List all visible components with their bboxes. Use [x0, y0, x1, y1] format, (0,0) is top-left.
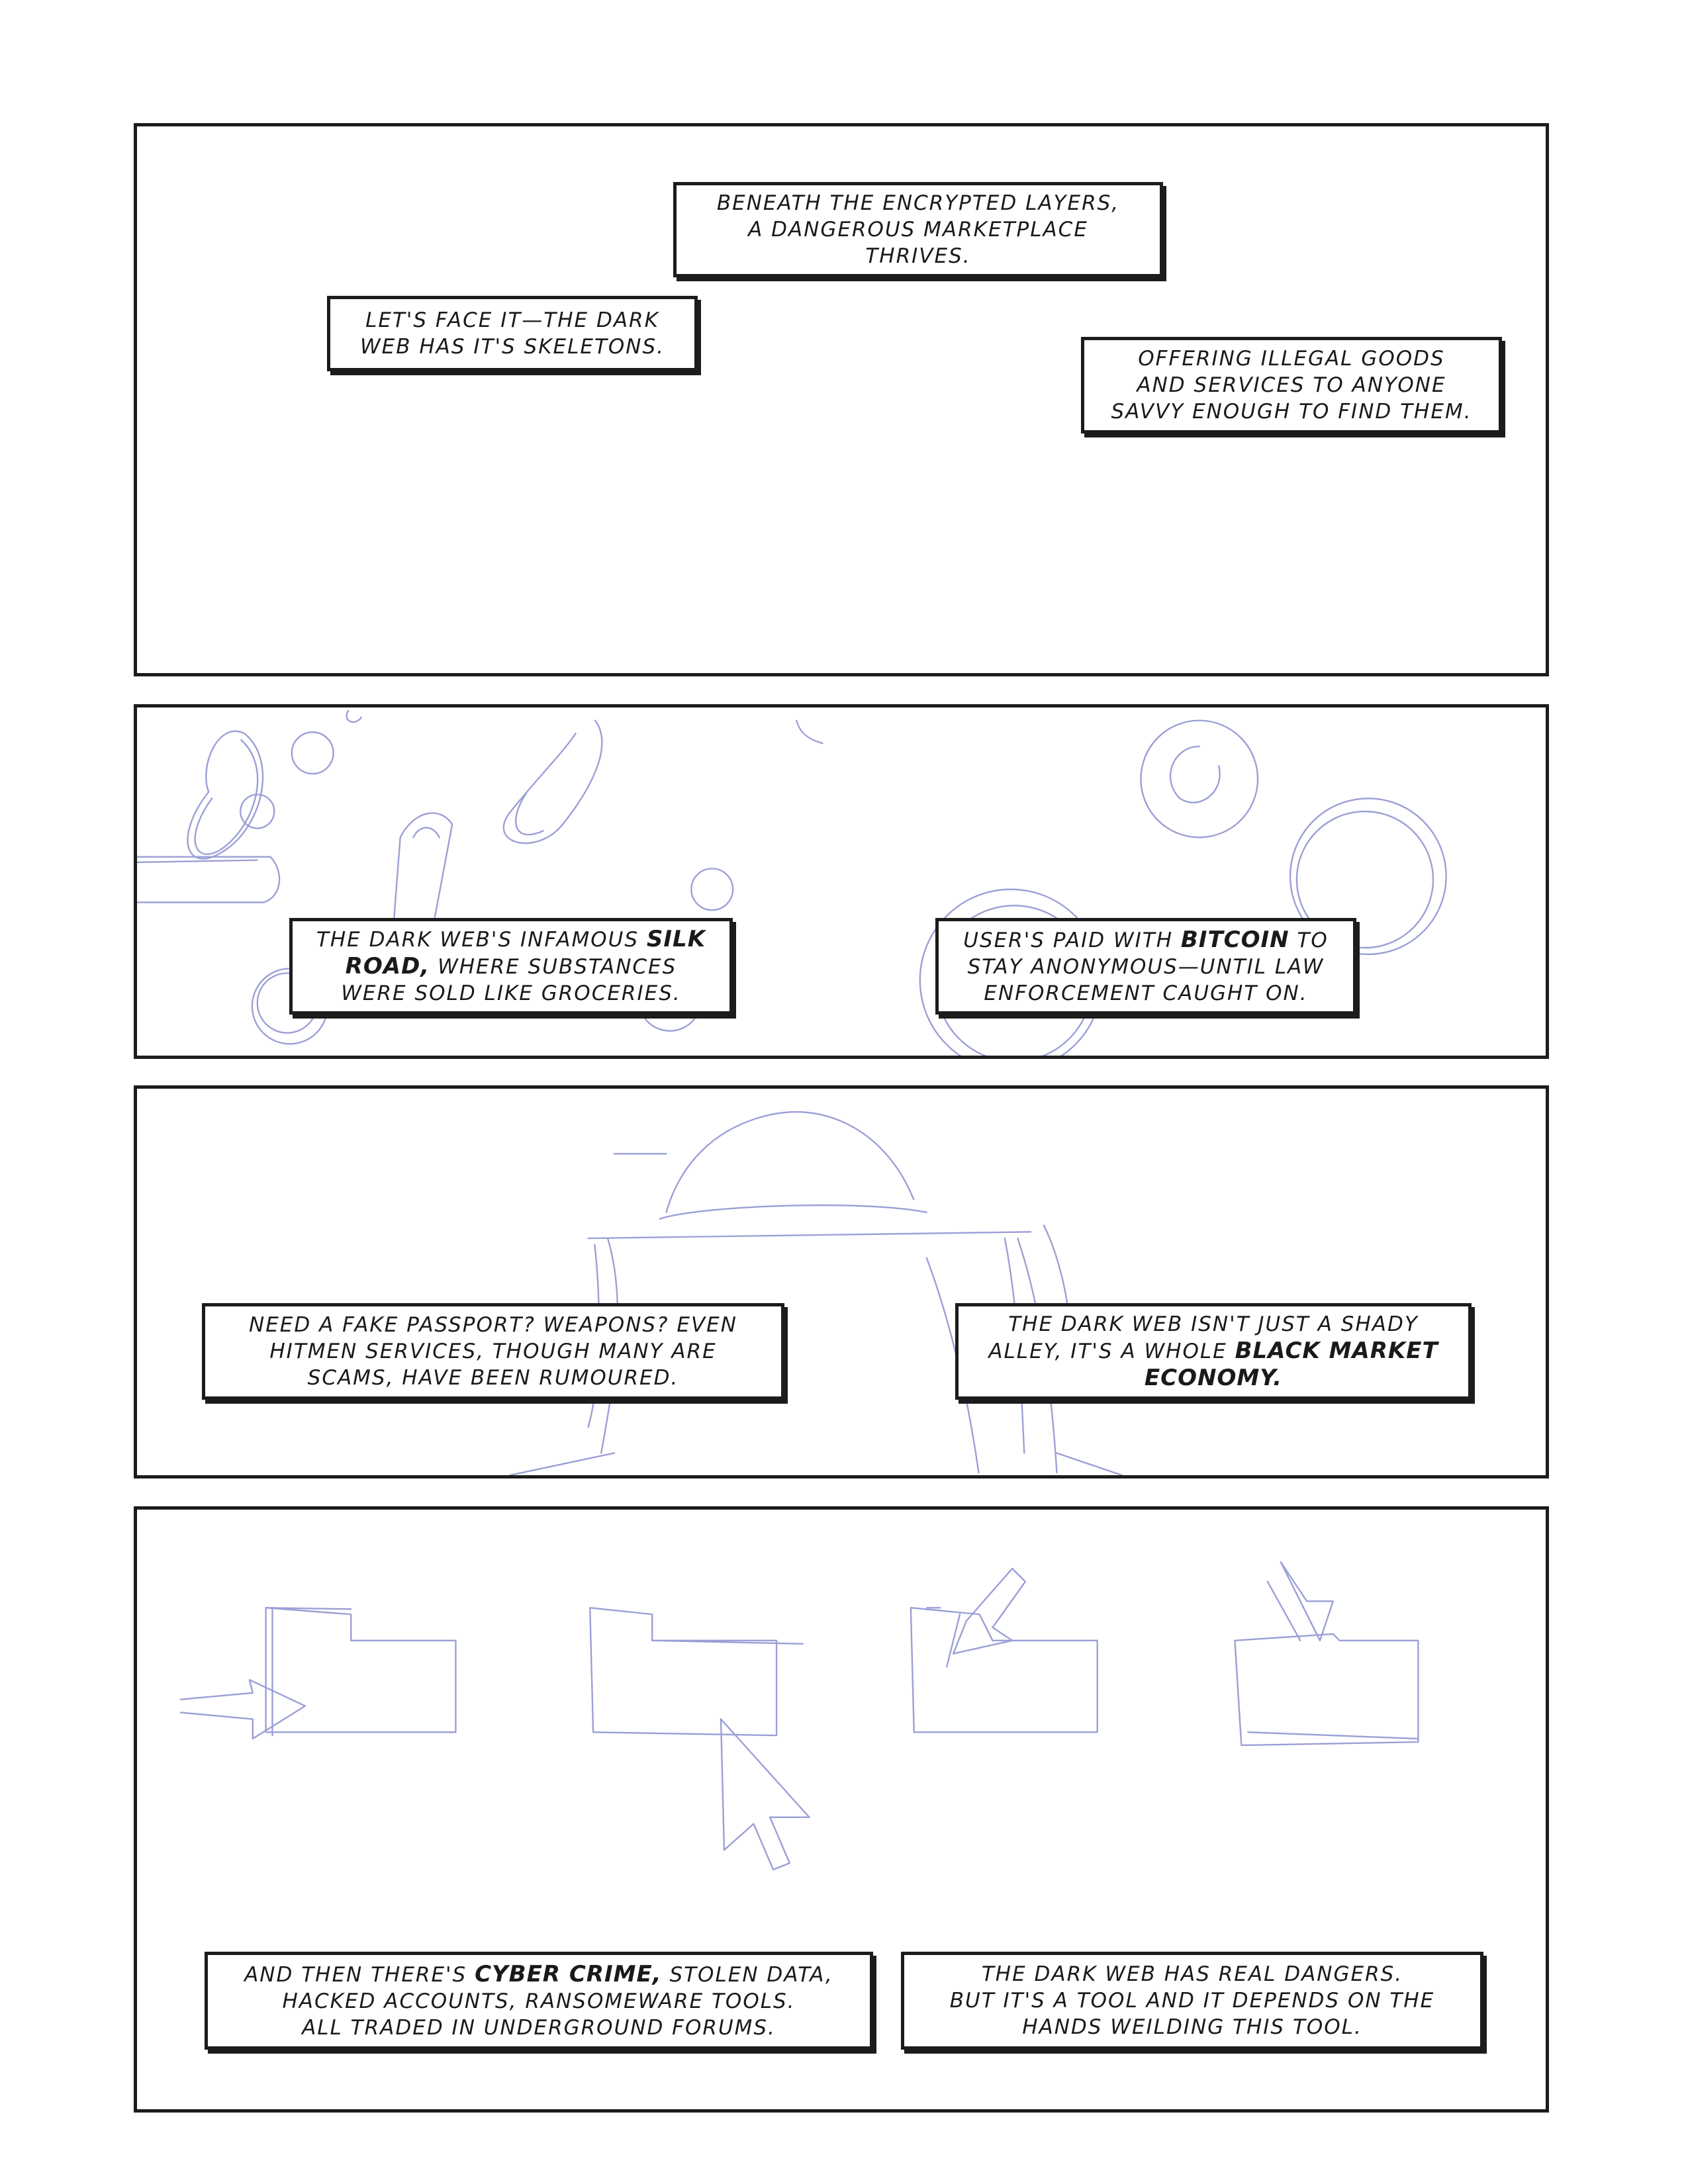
caption-box: [935, 918, 1356, 1015]
caption-box: [673, 182, 1163, 277]
caption-text-part: THE DARK WEB HAS REAL DANGERS. BUT IT'S A TOOL AND IT DEPENDS ON THE HANDS WEILDING THIS TOOL.: [949, 1962, 1435, 2039]
caption-text-part: THE DARK WEB'S INFAMOUS: [316, 928, 647, 952]
caption-text: [244, 1961, 833, 2041]
caption-box: [955, 1303, 1472, 1400]
caption-text: [717, 190, 1119, 269]
panel-3: [134, 1085, 1549, 1479]
caption-text: [988, 1311, 1438, 1392]
caption-box: [202, 1303, 784, 1400]
caption-text: [950, 1961, 1434, 2040]
panel-2: [134, 704, 1549, 1059]
caption-text-part: WHERE SUBSTANCES WERE SOLD LIKE GROCERIES.: [341, 955, 681, 1005]
caption-text-part: THE DARK WEB ISN'T JUST A SHADY ALLEY, IT'S A WHOLE: [988, 1312, 1419, 1363]
caption-text-part: USER'S PAID WITH: [963, 928, 1181, 952]
caption-text: [963, 927, 1329, 1007]
panel-1: [134, 123, 1549, 676]
emphasis-text: BLACK MARKET ECONOMY.: [1144, 1338, 1438, 1391]
caption-box: [1081, 337, 1502, 433]
caption-text-part: NEED A FAKE PASSPORT? WEAPONS? EVEN HITMEN SERVICES, THOUGH MANY ARE SCAMS, HAVE BEEN RUMOURED.: [249, 1313, 737, 1390]
caption-text-part: TO STAY ANONYMOUS—UNTIL LAW ENFORCEMENT CAUGHT ON.: [967, 928, 1329, 1005]
emphasis-text: SILK ROAD,: [345, 926, 706, 979]
caption-text-part: OFFERING ILLEGAL GOODS AND SERVICES TO ANYONE SAVVY ENOUGH TO FIND THEM.: [1111, 347, 1472, 424]
caption-text-part: STOLEN DATA, HACKED ACCOUNTS, RANSOMEWARE TOOLS. ALL TRADED IN UNDERGROUND FORUMS.: [282, 1962, 833, 2040]
caption-text: [249, 1312, 737, 1391]
caption-box: [901, 1952, 1483, 2050]
caption-text-part: AND THEN THERE'S: [244, 1962, 475, 1987]
sketch-figure: [137, 1089, 1546, 1475]
caption-text: [1111, 345, 1472, 425]
panel-4: [134, 1506, 1549, 2113]
caption-text: [316, 926, 706, 1007]
emphasis-text: CYBER CRIME,: [475, 1960, 662, 1987]
caption-text-part: BENEATH THE ENCRYPTED LAYERS, A DANGEROUS MARKETPLACE THRIVES.: [716, 191, 1120, 268]
caption-box: [327, 296, 698, 371]
caption-box: [205, 1952, 873, 2050]
caption-text-part: LET'S FACE IT—THE DARK WEB HAS IT'S SKELETONS.: [359, 308, 665, 359]
emphasis-text: BITCOIN: [1180, 926, 1289, 953]
caption-box: [289, 918, 733, 1015]
caption-text: [360, 307, 665, 360]
